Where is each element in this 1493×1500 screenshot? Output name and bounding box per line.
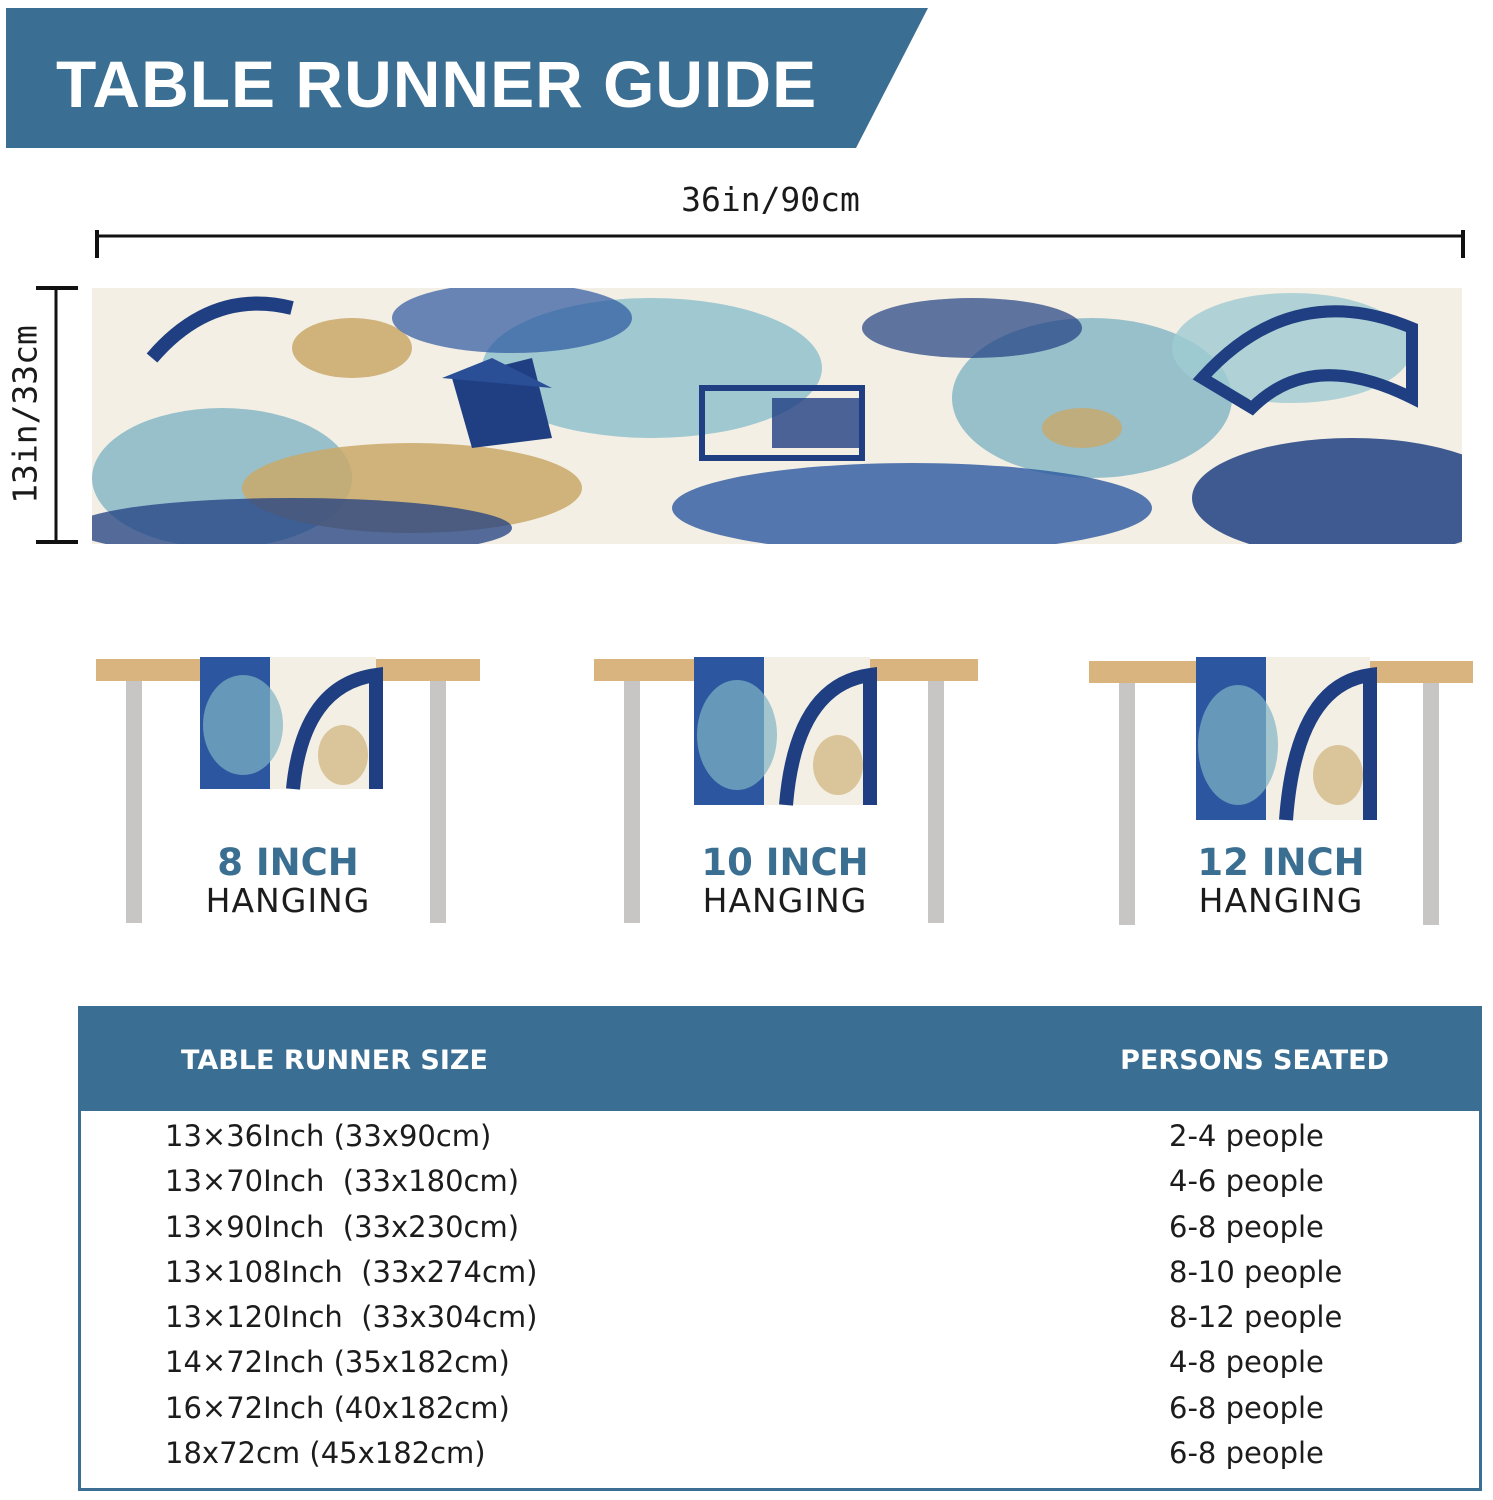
table-row [81, 1436, 1479, 1481]
width-dimension-line [95, 230, 1467, 260]
hanging-word-label: HANGING [205, 881, 371, 920]
hanging-size-label: 8 INCH [217, 841, 359, 884]
hanging-12-inch [1086, 605, 1476, 935]
table-row [81, 1119, 1479, 1164]
hanging-size-label: 10 INCH [701, 841, 869, 884]
header-persons-seated: PERSONS SEATED [1120, 1045, 1389, 1076]
persons-cell: 8-12 people [1169, 1300, 1343, 1335]
hanging-8-inch [93, 605, 483, 935]
width-dimension-label: 36in/90cm [681, 180, 860, 219]
table-row [81, 1210, 1479, 1255]
size-cell: 13×36Inch (33x90cm) [165, 1119, 492, 1153]
persons-cell: 2-4 people [1169, 1119, 1324, 1153]
table-header [81, 1009, 1479, 1111]
hanging-10-inch [590, 605, 980, 935]
size-cell: 14×72Inch (35x182cm) [165, 1345, 510, 1380]
hanging-word-label: HANGING [1198, 881, 1364, 920]
size-cell: 16×72Inch (40x182cm) [165, 1390, 510, 1425]
table-row [81, 1255, 1479, 1300]
header-runner-size: TABLE RUNNER SIZE [181, 1045, 488, 1076]
persons-cell: 4-8 people [1169, 1345, 1324, 1380]
table-runner-image [92, 288, 1462, 544]
page-title: TABLE RUNNER GUIDE [56, 47, 818, 121]
size-table [78, 1006, 1482, 1491]
table-row [81, 1391, 1479, 1436]
height-dimension-label: 13in/33cm [5, 325, 45, 504]
size-cell: 13×108Inch (33x274cm) [165, 1254, 538, 1289]
persons-cell: 4-6 people [1169, 1164, 1324, 1199]
title-banner [6, 8, 928, 148]
persons-cell: 6-8 people [1169, 1209, 1324, 1244]
hanging-word-label: HANGING [702, 881, 868, 920]
table-row [81, 1300, 1479, 1345]
persons-cell: 6-8 people [1169, 1390, 1324, 1425]
size-cell: 13×90Inch (33x230cm) [165, 1209, 520, 1244]
table-body [81, 1119, 1479, 1481]
size-cell: 13×120Inch (33x304cm) [165, 1300, 538, 1335]
size-cell: 13×70Inch (33x180cm) [165, 1164, 520, 1199]
hanging-size-label: 12 INCH [1197, 841, 1365, 884]
table-row [81, 1345, 1479, 1390]
persons-cell: 6-8 people [1169, 1436, 1324, 1471]
persons-cell: 8-10 people [1169, 1254, 1343, 1289]
size-cell: 18x72cm (45x182cm) [165, 1436, 486, 1471]
table-row [81, 1164, 1479, 1209]
